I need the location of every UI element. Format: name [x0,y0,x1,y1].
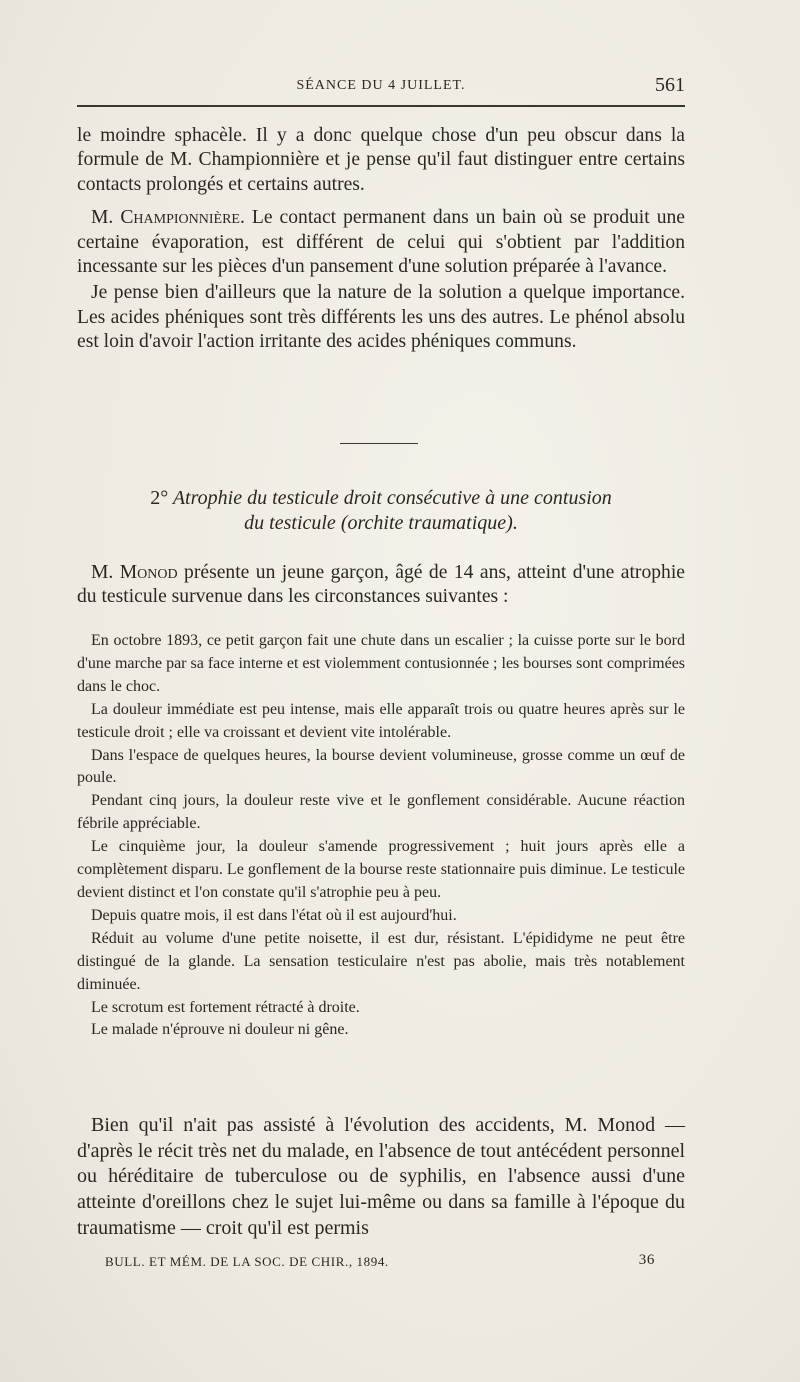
case-paragraph: Le scrotum est fortement rétracté à droite. [91,998,360,1016]
case-paragraph: Réduit au volume d'une petite noisette, il est dur, résistant. L'épididyme ne peut être distingué de la glande. La sensation testiculaire n'est pas abolie, mais très notablement diminuée. [77,929,685,993]
paragraph-conclusion: Bien qu'il n'ait pas assisté à l'évolution des accidents, M. Monod — d'après le récit très net du malade, en l'absence de tout antécédent personnel ou héréditaire de tuberculose ou de syphilis, en l'absence aussi d'une atteinte d'oreillons chez le sujet lui-même ou dans sa famille à l'époque du traumatisme — croit qu'il est permis [77,1114,685,1239]
header-rule [77,105,685,107]
page-footer [77,1252,685,1274]
section-title [77,486,685,536]
speaker-text: Le contact permanent dans un bain où se produit une certaine évaporation, est différent de celui qui s'obtient par l'addition incessante sur les pièces d'un pansement d'une solution préparée à l'avance. [77,207,685,278]
case-paragraph: En octobre 1893, ce petit garçon fait une chute dans un escalier ; la cuisse porte sur le bord d'une marche par sa face interne et est violemment contusionnée ; les bourses sont comprimées dans le choc. [77,632,686,695]
paragraph-championniere [77,206,685,279]
speaker-name: M. Monod [91,562,178,583]
speaker-name: M. Championnière. [91,207,245,229]
case-report [77,630,685,1042]
footer-signature: 36 [638,1252,655,1268]
paragraph-continuation: le moindre sphacèle. Il y a donc quelque chose d'un peu obscur dans la formule de M. Championnière et je pense qu'il faut distinguer entre certains contacts prolongés et certains autres. [77,125,685,195]
case-paragraph: Le malade n'éprouve ni douleur ni gêne. [91,1021,349,1039]
case-paragraph: Le cinquième jour, la douleur s'amende progressivement ; huit jours après elle a complètement disparu. Le gonflement de la bourse reste stationnaire puis diminue. Le testicule devient distinct et l'on constate qu'il s'atrophie peu à peu. [77,838,685,901]
paragraph-acides: Je pense bien d'ailleurs que la nature de la solution a quelque importance. Les acides phéniques sont très différents les uns des autres. Le phénol absolu est loin d'avoir l'action irritante des acides phéniques communs. [77,282,685,353]
title-number: 2° [150,487,169,509]
page-header [77,74,685,100]
title-line-1: 2° Atrophie du testicule droit consécutive à une contusion [150,487,612,509]
footer-citation: BULL. ET MÉM. DE LA SOC. DE CHIR., 1894. [105,1254,389,1269]
case-paragraph: La douleur immédiate est peu intense, mais elle apparaît trois ou quatre heures après sur le testicule droit ; elle va croissant et devient vite intolérable. [77,700,685,741]
case-paragraph: Pendant cinq jours, la douleur reste vive et le gonflement considérable. Aucune réaction fébrile appréciable. [77,792,685,833]
case-paragraph: Depuis quatre mois, il est dans l'état où il est aujourd'hui. [91,906,457,924]
running-head: SÉANCE DU 4 JUILLET. [296,78,466,93]
speaker-text: présente un jeune garçon, âgé de 14 ans, atteint d'une atrophie du testicule survenue dans les circonstances suivantes : [77,562,685,608]
paragraph-monod-intro [77,561,685,610]
case-paragraph: Dans l'espace de quelques heures, la bourse devient volumineuse, grosse comme un œuf de poule. [77,746,685,787]
page-number: 561 [655,74,685,96]
section-separator [340,443,418,444]
conclusion-section [77,1113,685,1242]
discussion-section [77,124,685,355]
intro-section [77,561,685,610]
title-line-2: du testicule (orchite traumatique). [244,512,518,534]
